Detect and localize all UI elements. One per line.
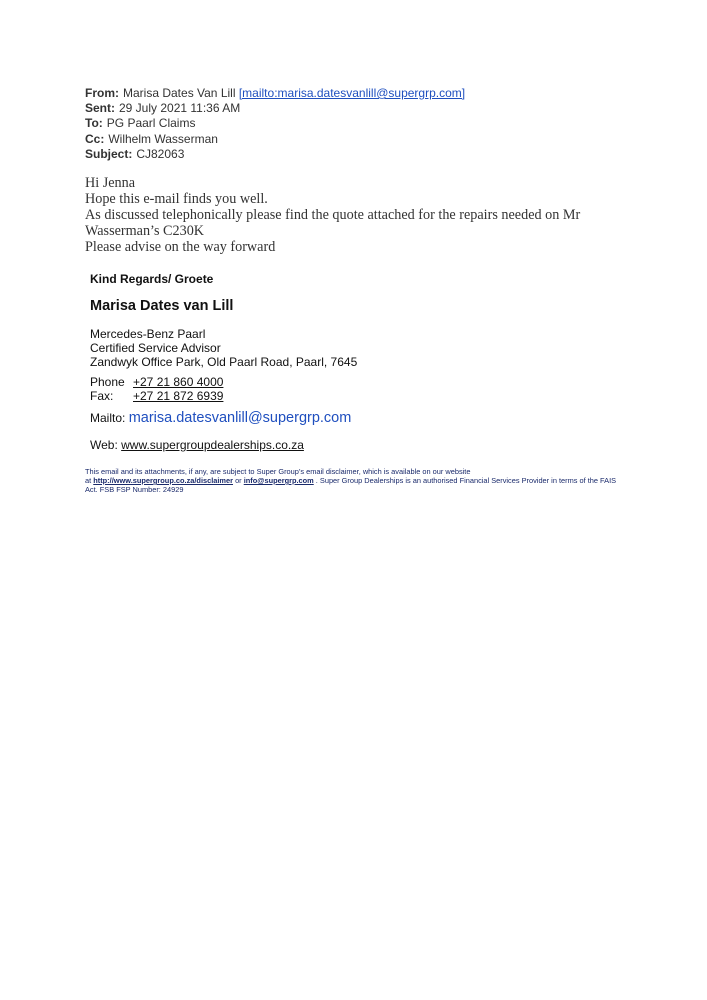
cc-row xyxy=(85,132,465,147)
to-row xyxy=(85,116,465,131)
subject-value: CJ82063 xyxy=(136,146,185,161)
fax-row xyxy=(90,389,357,403)
fax-link[interactable]: +27 21 872 6939 xyxy=(133,389,224,403)
web-label: Web: xyxy=(90,438,118,452)
signature-name: Marisa Dates van Lill xyxy=(90,298,234,314)
email-signature xyxy=(90,272,357,452)
web-row xyxy=(90,438,357,452)
body-line-3: Please advise on the way forward xyxy=(85,239,276,255)
signature-company: Mercedes-Benz Paarl xyxy=(90,327,206,341)
from-row xyxy=(85,86,465,101)
greeting: Hi Jenna xyxy=(85,175,136,191)
signature-org xyxy=(90,327,357,369)
subject-label: Subject: xyxy=(85,146,133,161)
phone-row xyxy=(90,375,357,389)
phone-label: Phone xyxy=(90,375,125,389)
disclaimer-rest: . Super Group Dealerships is an authorised Financial Services Provider in terms of the FAIS Act. FSB FSP Number: 24929 xyxy=(85,476,617,494)
subject-row xyxy=(85,147,465,162)
sent-label: Sent: xyxy=(85,101,115,116)
cc-label: Cc: xyxy=(85,131,105,146)
web-link[interactable]: www.supergroupdealerships.co.za xyxy=(121,438,304,452)
email-link[interactable]: marisa.datesvanlill@supergrp.com xyxy=(128,410,352,426)
signature-address: Zandwyk Office Park, Old Paarl Road, Paarl, 7645 xyxy=(90,355,358,369)
mail-row xyxy=(90,410,357,426)
disclaimer-line-1: This email and its attachments, if any, are subject to Super Group’s email disclaimer, which is available on our website xyxy=(85,467,471,476)
signature-regards: Kind Regards/ Groete xyxy=(90,272,214,286)
email-disclaimer xyxy=(85,467,630,494)
phone-link[interactable]: +27 21 860 4000 xyxy=(133,375,224,389)
body-line-1: Hope this e-mail finds you well. xyxy=(85,191,268,207)
fax-label: Fax: xyxy=(90,389,114,403)
sent-row xyxy=(85,101,465,116)
disclaimer-line-2 xyxy=(85,476,630,494)
sent-value: 29 July 2021 11:36 AM xyxy=(119,101,241,116)
disclaimer-or: or xyxy=(235,476,242,485)
disclaimer-url-link[interactable]: http://www.supergroup.co.za/disclaimer xyxy=(93,476,233,485)
info-email-link[interactable]: info@supergrp.com xyxy=(243,476,314,485)
to-value: PG Paarl Claims xyxy=(106,116,196,131)
to-label: To: xyxy=(85,116,103,131)
signature-phones xyxy=(90,375,357,403)
email-headers xyxy=(85,86,465,162)
body-line-2: As discussed telephonically please find the quote attached for the repairs needed on Mr Wasserman’s C230K xyxy=(85,207,581,239)
from-name: Marisa Dates Van Lill xyxy=(123,86,236,100)
signature-title: Certified Service Advisor xyxy=(90,341,221,355)
cc-value: Wilhelm Wasserman xyxy=(108,131,218,146)
email-body xyxy=(85,175,645,255)
from-mailto-link[interactable]: [mailto:marisa.datesvanlill@supergrp.com] xyxy=(238,86,466,100)
from-label: From: xyxy=(85,86,119,100)
mail-label: Mailto: xyxy=(90,411,126,425)
disclaimer-at: at xyxy=(85,476,92,485)
